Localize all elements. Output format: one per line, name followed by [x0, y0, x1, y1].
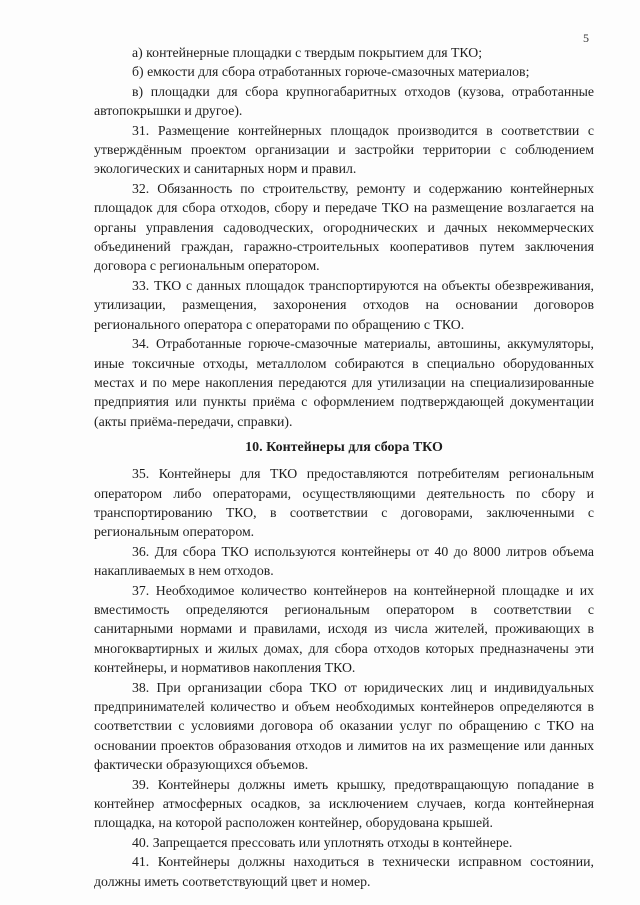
list-item-c: в) площадки для сбора крупногабаритных отходов (кузова, отработанные автопокрышки и другое). [94, 83, 594, 119]
paragraph-31: 31. Размещение контейнерных площадок производится в соответствии с утверждённым проектом организации и застройки территории с соблюдением экологических и санитарных норм и правил. [94, 122, 594, 177]
paragraph-39: 39. Контейнеры должны иметь крышку, предотвращающую попадание в контейнер атмосферных осадков, за исключением случаев, когда контейнерная площадка, на которой расположен контейнер, оборудована крышей. [94, 776, 594, 831]
paragraph-41: 41. Контейнеры должны находиться в технически исправном состоянии, должны иметь соответствующий цвет и номер. [94, 854, 594, 889]
paragraph-37: 37. Необходимое количество контейнеров на контейнерной площадке и их вместимость определяются региональным оператором в соответствии с санитарными нормами и правилами, исходя из числа жителей, проживающих в многоквартирных и жилых домах, для сбора отходов которых предназначены эти контейнеры, и нормативов накопления ТКО. [94, 582, 594, 676]
paragraph-38: 38. При организации сбора ТКО от юридических лиц и индивидуальных предпринимателей количество и объем необходимых контейнеров определяются в соответствии с условиями договора об оказании услуг по обращению с ТКО на основании проектов образования отходов и лимитов на их размещение или данных фактически образующихся объемов. [94, 679, 594, 773]
paragraph-32: 32. Обязанность по строительству, ремонту и содержанию контейнерных площадок для сбора отходов, сбору и передаче ТКО на размещение возлагается на органы управления садоводческих, огороднических и дачных некоммерческих объединений граждан, гаражно-строительных кооперативов путем заключения договора с региональным оператором. [94, 180, 594, 274]
paragraph-36: 36. Для сбора ТКО используются контейнеры от 40 до 8000 литров объема накапливаемых в нем отходов. [94, 543, 594, 579]
section-heading: 10. Контейнеры для сбора ТКО [245, 440, 443, 456]
page-number: 5 [583, 31, 589, 45]
paragraph-34: 34. Отработанные горюче-смазочные материалы, автошины, аккумуляторы, иные токсичные отходы, металлолом собираются в специально оборудованных местах и по мере накопления передаются для утилизации на специализированные предприятия или пункты приёма с оформлением подтверждающей документации (акты приёма-передачи, справки). [94, 336, 594, 429]
paragraph-40: 40. Запрещается прессовать или уплотнять отходы в контейнере. [132, 834, 513, 850]
paragraph-35: 35. Контейнеры для ТКО предоставляются потребителям региональным оператором либо операторами, осуществляющими деятельность по сбору и транспортированию ТКО, в соответствии с договорами, заключенными с региональным оператором. [94, 466, 594, 540]
paragraph-33: 33. ТКО с данных площадок транспортируются на объекты обезвреживания, утилизации, размещения, захоронения отходов на основании договоров регионального оператора с операторами по обращению с ТКО. [94, 277, 594, 332]
document-body [94, 43, 594, 891]
list-item-a: а) контейнерные площадки с твердым покрытием для ТКО; [132, 45, 483, 60]
list-item-b: б) емкости для сбора отработанных горюче-смазочных материалов; [132, 64, 530, 80]
